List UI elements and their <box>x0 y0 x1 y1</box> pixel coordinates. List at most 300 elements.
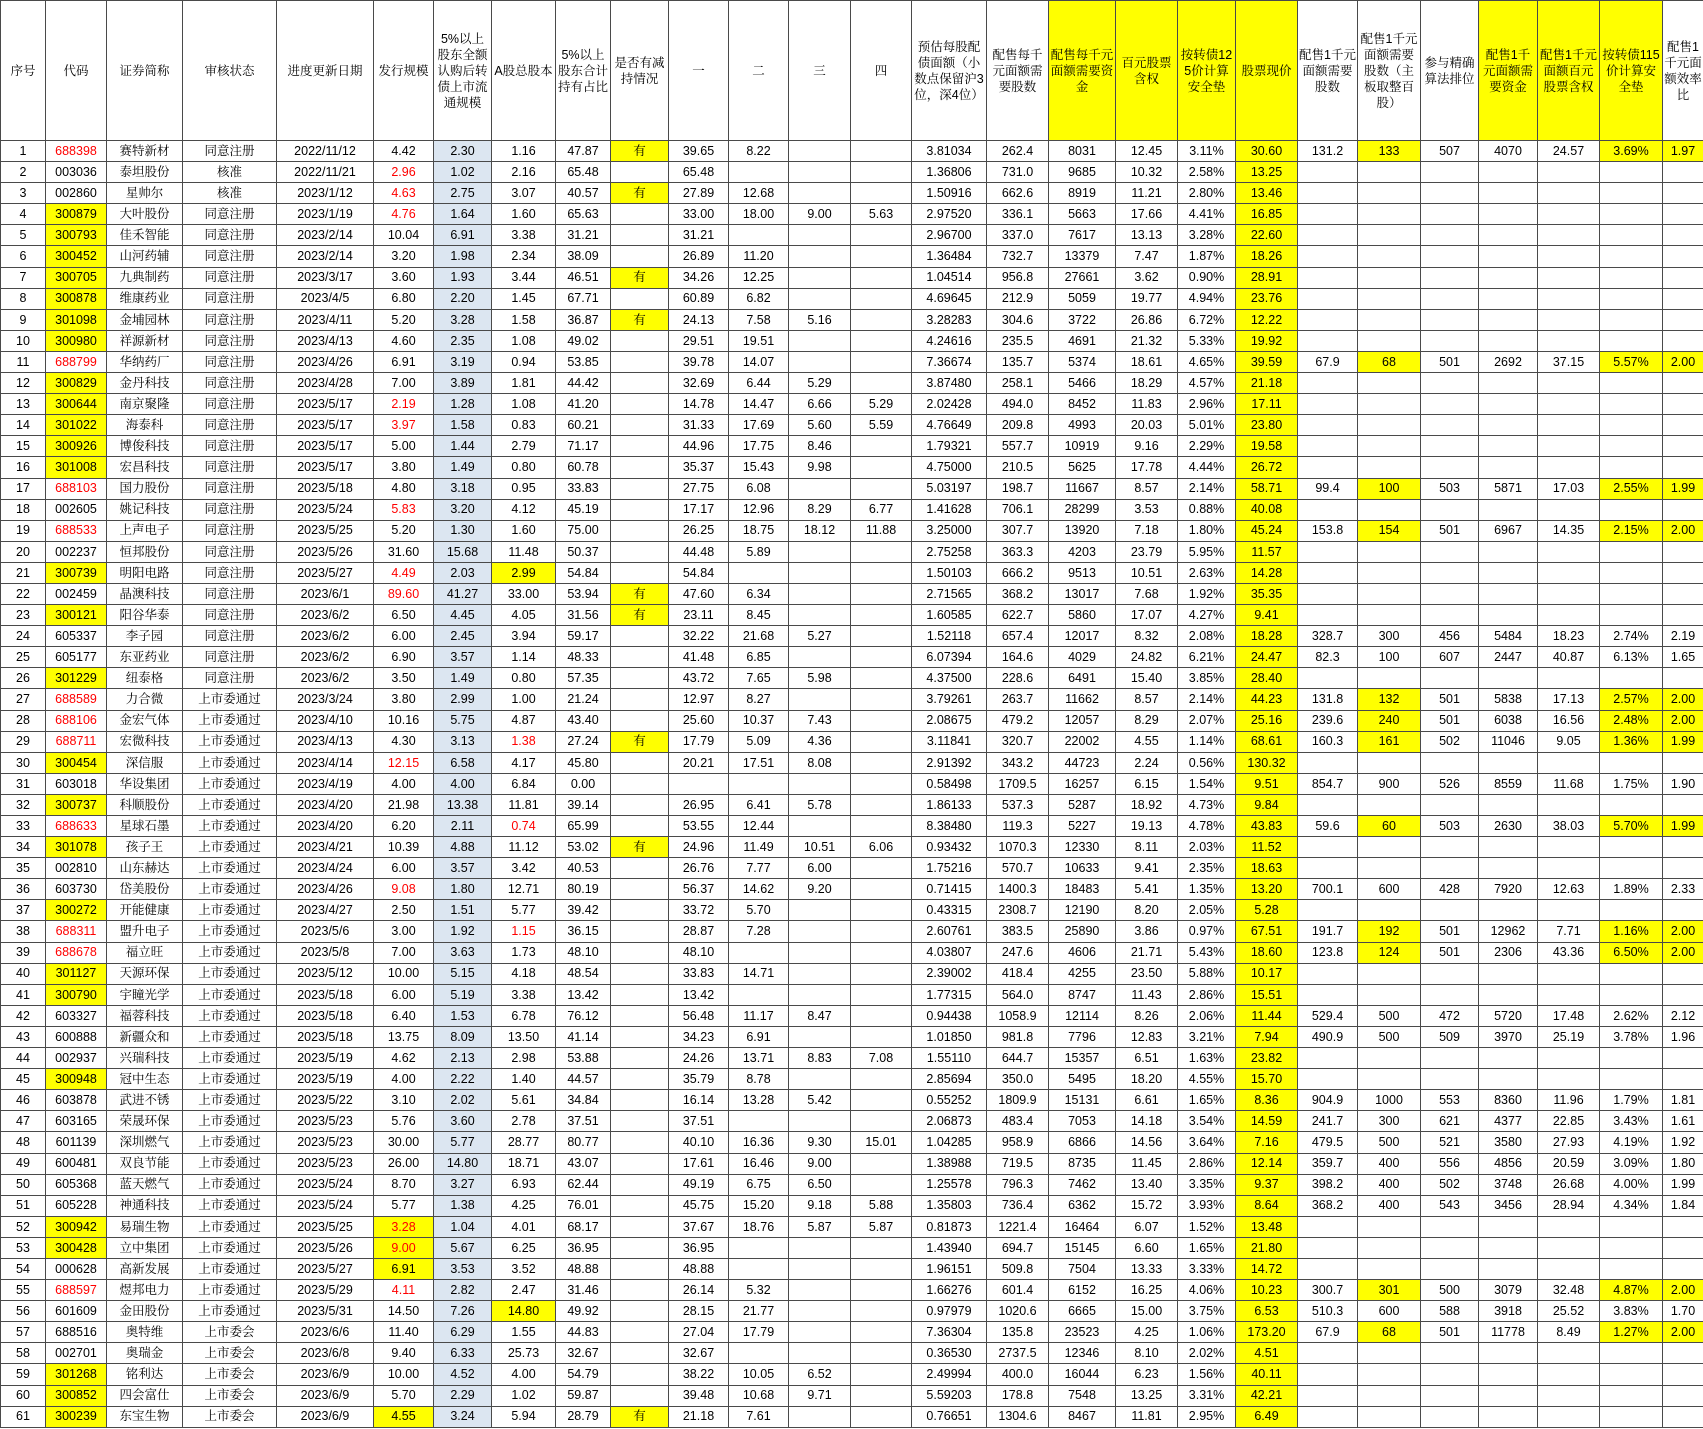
cell-issue_scale[interactable]: 3.60 <box>374 267 434 288</box>
cell-m2[interactable] <box>729 1258 789 1279</box>
cell-m3[interactable]: 8.29 <box>789 499 851 520</box>
stock-name-cell[interactable]: 高新发展 <box>107 1258 183 1279</box>
cell-cash_1k[interactable] <box>1479 436 1538 457</box>
cell-efficiency[interactable] <box>1663 984 1703 1005</box>
cell-status[interactable]: 上市委通过 <box>183 752 277 773</box>
cell-m3[interactable] <box>789 773 851 794</box>
cell-cash_1k[interactable]: 2306 <box>1479 942 1538 963</box>
stock-name-cell[interactable]: 天源环保 <box>107 963 183 984</box>
cell-per100_right[interactable]: 10.32 <box>1116 162 1178 183</box>
cell-total_equity[interactable]: 2.34 <box>492 246 556 267</box>
cell-safety125[interactable]: 2.96% <box>1178 394 1236 415</box>
cell-date[interactable]: 2023/5/18 <box>277 984 374 1005</box>
cell-total_equity[interactable]: 2.16 <box>492 162 556 183</box>
cell-date[interactable]: 2023/5/24 <box>277 1174 374 1195</box>
cell-status[interactable]: 上市委通过 <box>183 1174 277 1195</box>
cell-cash_1k[interactable]: 11046 <box>1479 731 1538 752</box>
cell-shares_per_1k[interactable]: 212.9 <box>987 288 1049 309</box>
cell-rank[interactable] <box>1421 288 1479 309</box>
cell-m3[interactable] <box>789 183 851 204</box>
cell-shares_1k[interactable]: 99.4 <box>1298 478 1358 499</box>
cell-rank[interactable]: 472 <box>1421 1005 1479 1026</box>
cell-status[interactable]: 上市委通过 <box>183 879 277 900</box>
cell-reduction[interactable]: 有 <box>611 309 669 330</box>
cell-m4[interactable]: 7.08 <box>851 1048 912 1069</box>
cell-m2[interactable] <box>729 162 789 183</box>
cell-efficiency[interactable] <box>1663 183 1703 204</box>
cell-cash_per_1k[interactable]: 4606 <box>1049 942 1116 963</box>
cell-float_scale[interactable]: 5.75 <box>434 710 492 731</box>
cell-holder_pct[interactable]: 48.88 <box>556 1258 611 1279</box>
cell-float_scale[interactable]: 1.98 <box>434 246 492 267</box>
cell-holder_pct[interactable]: 36.87 <box>556 309 611 330</box>
cell-cash_1k[interactable] <box>1479 583 1538 604</box>
stock-name-cell[interactable]: 科顺股份 <box>107 794 183 815</box>
cell-m1[interactable]: 34.23 <box>669 1026 729 1047</box>
cell-float_scale[interactable]: 2.45 <box>434 626 492 647</box>
cell-status[interactable]: 同意注册 <box>183 246 277 267</box>
cell-per100_right[interactable]: 12.83 <box>1116 1026 1178 1047</box>
cell-cash_per_1k[interactable]: 9513 <box>1049 562 1116 583</box>
cell-cash_per_1k[interactable]: 23523 <box>1049 1322 1116 1343</box>
cell-date[interactable]: 2023/4/20 <box>277 794 374 815</box>
stock-name-cell[interactable]: 福立旺 <box>107 942 183 963</box>
seq-cell[interactable]: 32 <box>1 794 46 815</box>
seq-cell[interactable]: 6 <box>1 246 46 267</box>
cell-m1[interactable]: 48.88 <box>669 1258 729 1279</box>
cell-shares_1k[interactable] <box>1298 183 1358 204</box>
cell-per100_right_1k[interactable]: 25.52 <box>1538 1301 1600 1322</box>
cell-cash_1k[interactable]: 8360 <box>1479 1090 1538 1111</box>
cell-issue_scale[interactable]: 10.00 <box>374 1364 434 1385</box>
cell-status[interactable]: 同意注册 <box>183 351 277 372</box>
cell-shares_per_1k[interactable]: 956.8 <box>987 267 1049 288</box>
cell-issue_scale[interactable]: 4.55 <box>374 1406 434 1427</box>
cell-efficiency[interactable]: 2.33 <box>1663 879 1703 900</box>
cell-per100_right[interactable]: 13.25 <box>1116 1385 1178 1406</box>
cell-holder_pct[interactable]: 49.92 <box>556 1301 611 1322</box>
cell-efficiency[interactable] <box>1663 1216 1703 1237</box>
col-header-m2[interactable]: 二 <box>729 1 789 141</box>
cell-total_equity[interactable]: 6.93 <box>492 1174 556 1195</box>
col-header-est_face[interactable]: 预估每股配债面额（小数点保留沪3位，深4位） <box>912 1 987 141</box>
seq-cell[interactable]: 52 <box>1 1216 46 1237</box>
stock-name-cell[interactable]: 兴瑞科技 <box>107 1048 183 1069</box>
cell-shares_1k_round[interactable] <box>1358 1406 1421 1427</box>
cell-cash_1k[interactable]: 4856 <box>1479 1153 1538 1174</box>
cell-status[interactable]: 上市委通过 <box>183 710 277 731</box>
cell-issue_scale[interactable]: 6.80 <box>374 288 434 309</box>
cell-reduction[interactable] <box>611 668 669 689</box>
cell-rank[interactable] <box>1421 1343 1479 1364</box>
cell-issue_scale[interactable]: 7.00 <box>374 373 434 394</box>
cell-per100_right_1k[interactable] <box>1538 900 1600 921</box>
seq-cell[interactable]: 22 <box>1 583 46 604</box>
cell-shares_per_1k[interactable]: 694.7 <box>987 1237 1049 1258</box>
cell-issue_scale[interactable]: 3.10 <box>374 1090 434 1111</box>
cell-price[interactable]: 5.28 <box>1236 900 1298 921</box>
stock-code-cell[interactable]: 002701 <box>46 1343 107 1364</box>
seq-cell[interactable]: 23 <box>1 605 46 626</box>
cell-m3[interactable] <box>789 1026 851 1047</box>
cell-total_equity[interactable]: 18.71 <box>492 1153 556 1174</box>
cell-shares_1k[interactable] <box>1298 1406 1358 1427</box>
cell-safety125[interactable]: 1.65% <box>1178 1090 1236 1111</box>
cell-float_scale[interactable]: 1.30 <box>434 520 492 541</box>
cell-safety125[interactable]: 0.90% <box>1178 267 1236 288</box>
cell-per100_right_1k[interactable]: 12.63 <box>1538 879 1600 900</box>
cell-per100_right[interactable]: 23.50 <box>1116 963 1178 984</box>
cell-cash_1k[interactable] <box>1479 1069 1538 1090</box>
cell-per100_right[interactable]: 11.81 <box>1116 1406 1178 1427</box>
cell-m3[interactable] <box>789 1069 851 1090</box>
cell-cash_1k[interactable] <box>1479 900 1538 921</box>
cell-m1[interactable]: 29.51 <box>669 330 729 351</box>
cell-date[interactable]: 2022/11/21 <box>277 162 374 183</box>
cell-holder_pct[interactable]: 50.37 <box>556 541 611 562</box>
cell-float_scale[interactable]: 3.57 <box>434 647 492 668</box>
cell-float_scale[interactable]: 2.82 <box>434 1280 492 1301</box>
cell-m3[interactable]: 5.60 <box>789 415 851 436</box>
stock-code-cell[interactable]: 002860 <box>46 183 107 204</box>
cell-m3[interactable]: 9.30 <box>789 1132 851 1153</box>
cell-m2[interactable]: 10.05 <box>729 1364 789 1385</box>
cell-est_face[interactable]: 2.85694 <box>912 1069 987 1090</box>
seq-cell[interactable]: 48 <box>1 1132 46 1153</box>
cell-issue_scale[interactable]: 10.39 <box>374 837 434 858</box>
cell-issue_scale[interactable]: 4.76 <box>374 204 434 225</box>
cell-m1[interactable]: 27.75 <box>669 478 729 499</box>
cell-issue_scale[interactable]: 3.50 <box>374 668 434 689</box>
cell-m1[interactable]: 39.48 <box>669 1385 729 1406</box>
cell-per100_right[interactable]: 14.56 <box>1116 1132 1178 1153</box>
cell-reduction[interactable] <box>611 921 669 942</box>
cell-shares_per_1k[interactable]: 958.9 <box>987 1132 1049 1153</box>
cell-shares_per_1k[interactable]: 509.8 <box>987 1258 1049 1279</box>
cell-shares_1k[interactable] <box>1298 1385 1358 1406</box>
cell-shares_1k_round[interactable] <box>1358 394 1421 415</box>
cell-est_face[interactable]: 1.36484 <box>912 246 987 267</box>
cell-per100_right[interactable]: 8.57 <box>1116 478 1178 499</box>
cell-m3[interactable]: 9.98 <box>789 457 851 478</box>
cell-rank[interactable] <box>1421 752 1479 773</box>
cell-m4[interactable] <box>851 626 912 647</box>
cell-date[interactable]: 2023/4/28 <box>277 373 374 394</box>
cell-rank[interactable]: 502 <box>1421 1174 1479 1195</box>
cell-cash_per_1k[interactable]: 7053 <box>1049 1111 1116 1132</box>
cell-date[interactable]: 2023/5/24 <box>277 1195 374 1216</box>
cell-m2[interactable]: 17.75 <box>729 436 789 457</box>
cell-per100_right_1k[interactable]: 11.96 <box>1538 1090 1600 1111</box>
cell-safety125[interactable]: 1.14% <box>1178 731 1236 752</box>
cell-per100_right_1k[interactable]: 17.13 <box>1538 689 1600 710</box>
stock-code-cell[interactable]: 003036 <box>46 162 107 183</box>
cell-per100_right_1k[interactable]: 22.85 <box>1538 1111 1600 1132</box>
cell-float_scale[interactable]: 1.49 <box>434 668 492 689</box>
cell-price[interactable]: 130.32 <box>1236 752 1298 773</box>
cell-per100_right_1k[interactable]: 17.03 <box>1538 478 1600 499</box>
cell-status[interactable]: 上市委通过 <box>183 858 277 879</box>
cell-total_equity[interactable]: 4.18 <box>492 963 556 984</box>
cell-total_equity[interactable]: 13.50 <box>492 1026 556 1047</box>
cell-safety115[interactable]: 5.57% <box>1600 351 1663 372</box>
cell-m2[interactable]: 6.34 <box>729 583 789 604</box>
cell-issue_scale[interactable]: 6.00 <box>374 858 434 879</box>
cell-rank[interactable] <box>1421 605 1479 626</box>
cell-holder_pct[interactable]: 45.80 <box>556 752 611 773</box>
cell-shares_per_1k[interactable]: 400.0 <box>987 1364 1049 1385</box>
cell-efficiency[interactable] <box>1663 162 1703 183</box>
cell-shares_1k_round[interactable] <box>1358 1364 1421 1385</box>
cell-reduction[interactable] <box>611 1364 669 1385</box>
cell-date[interactable]: 2023/5/18 <box>277 1005 374 1026</box>
cell-safety115[interactable] <box>1600 373 1663 394</box>
cell-cash_1k[interactable] <box>1479 605 1538 626</box>
cell-m2[interactable]: 6.75 <box>729 1174 789 1195</box>
cell-shares_1k_round[interactable]: 500 <box>1358 1026 1421 1047</box>
cell-m1[interactable]: 21.18 <box>669 1406 729 1427</box>
cell-issue_scale[interactable]: 12.15 <box>374 752 434 773</box>
cell-status[interactable]: 上市委通过 <box>183 1111 277 1132</box>
cell-shares_1k_round[interactable] <box>1358 900 1421 921</box>
cell-shares_1k_round[interactable]: 300 <box>1358 626 1421 647</box>
cell-m2[interactable]: 12.44 <box>729 816 789 837</box>
cell-total_equity[interactable]: 11.81 <box>492 794 556 815</box>
cell-status[interactable]: 上市委通过 <box>183 837 277 858</box>
cell-price[interactable]: 11.57 <box>1236 541 1298 562</box>
cell-shares_1k[interactable]: 479.5 <box>1298 1132 1358 1153</box>
cell-safety125[interactable]: 3.64% <box>1178 1132 1236 1153</box>
cell-per100_right[interactable]: 17.78 <box>1116 457 1178 478</box>
cell-per100_right[interactable]: 26.86 <box>1116 309 1178 330</box>
cell-price[interactable]: 7.16 <box>1236 1132 1298 1153</box>
cell-holder_pct[interactable]: 31.46 <box>556 1280 611 1301</box>
cell-m2[interactable] <box>729 225 789 246</box>
cell-m3[interactable]: 7.43 <box>789 710 851 731</box>
cell-safety115[interactable] <box>1600 415 1663 436</box>
cell-cash_per_1k[interactable]: 6362 <box>1049 1195 1116 1216</box>
stock-name-cell[interactable]: 神通科技 <box>107 1195 183 1216</box>
cell-shares_1k[interactable]: 239.6 <box>1298 710 1358 731</box>
cell-est_face[interactable]: 2.08675 <box>912 710 987 731</box>
cell-m2[interactable] <box>729 1343 789 1364</box>
cell-float_scale[interactable]: 5.77 <box>434 1132 492 1153</box>
cell-status[interactable]: 同意注册 <box>183 583 277 604</box>
stock-name-cell[interactable]: 晶澳科技 <box>107 583 183 604</box>
cell-m3[interactable] <box>789 583 851 604</box>
cell-reduction[interactable]: 有 <box>611 141 669 162</box>
cell-cash_1k[interactable] <box>1479 752 1538 773</box>
cell-safety125[interactable]: 4.65% <box>1178 351 1236 372</box>
cell-m4[interactable]: 5.88 <box>851 1195 912 1216</box>
stock-name-cell[interactable]: 泰坦股份 <box>107 162 183 183</box>
stock-name-cell[interactable]: 国力股份 <box>107 478 183 499</box>
cell-status[interactable]: 上市委通过 <box>183 900 277 921</box>
cell-per100_right_1k[interactable]: 11.68 <box>1538 773 1600 794</box>
cell-price[interactable]: 18.26 <box>1236 246 1298 267</box>
cell-cash_1k[interactable] <box>1479 837 1538 858</box>
cell-status[interactable]: 上市委通过 <box>183 1048 277 1069</box>
cell-shares_1k[interactable]: 904.9 <box>1298 1090 1358 1111</box>
cell-efficiency[interactable] <box>1663 1237 1703 1258</box>
cell-m1[interactable]: 27.89 <box>669 183 729 204</box>
cell-per100_right_1k[interactable] <box>1538 246 1600 267</box>
cell-cash_per_1k[interactable]: 16464 <box>1049 1216 1116 1237</box>
cell-total_equity[interactable]: 11.48 <box>492 541 556 562</box>
cell-shares_1k_round[interactable] <box>1358 1048 1421 1069</box>
cell-m3[interactable] <box>789 330 851 351</box>
cell-total_equity[interactable]: 0.74 <box>492 816 556 837</box>
cell-m4[interactable] <box>851 773 912 794</box>
cell-rank[interactable] <box>1421 225 1479 246</box>
cell-issue_scale[interactable]: 11.40 <box>374 1322 434 1343</box>
cell-m4[interactable]: 6.77 <box>851 499 912 520</box>
cell-cash_per_1k[interactable]: 8467 <box>1049 1406 1116 1427</box>
cell-shares_1k_round[interactable]: 154 <box>1358 520 1421 541</box>
cell-m4[interactable] <box>851 1237 912 1258</box>
cell-rank[interactable] <box>1421 499 1479 520</box>
cell-m1[interactable]: 27.04 <box>669 1322 729 1343</box>
cell-rank[interactable]: 501 <box>1421 351 1479 372</box>
cell-rank[interactable] <box>1421 668 1479 689</box>
cell-reduction[interactable]: 有 <box>611 837 669 858</box>
cell-rank[interactable] <box>1421 415 1479 436</box>
cell-issue_scale[interactable]: 26.00 <box>374 1153 434 1174</box>
cell-m1[interactable]: 37.51 <box>669 1111 729 1132</box>
cell-per100_right[interactable]: 11.45 <box>1116 1153 1178 1174</box>
cell-per100_right_1k[interactable] <box>1538 267 1600 288</box>
cell-m4[interactable] <box>851 942 912 963</box>
cell-total_equity[interactable]: 4.17 <box>492 752 556 773</box>
seq-cell[interactable]: 10 <box>1 330 46 351</box>
cell-price[interactable]: 7.94 <box>1236 1026 1298 1047</box>
cell-date[interactable]: 2023/2/14 <box>277 246 374 267</box>
cell-float_scale[interactable]: 2.29 <box>434 1385 492 1406</box>
cell-m4[interactable] <box>851 1364 912 1385</box>
cell-date[interactable]: 2023/3/24 <box>277 689 374 710</box>
cell-cash_1k[interactable]: 2692 <box>1479 351 1538 372</box>
cell-shares_1k[interactable]: 368.2 <box>1298 1195 1358 1216</box>
cell-float_scale[interactable]: 2.22 <box>434 1069 492 1090</box>
cell-rank[interactable]: 501 <box>1421 942 1479 963</box>
cell-safety125[interactable]: 2.35% <box>1178 858 1236 879</box>
cell-holder_pct[interactable]: 44.42 <box>556 373 611 394</box>
cell-cash_per_1k[interactable]: 7504 <box>1049 1258 1116 1279</box>
cell-shares_per_1k[interactable]: 1709.5 <box>987 773 1049 794</box>
cell-reduction[interactable] <box>611 1195 669 1216</box>
cell-m1[interactable]: 26.95 <box>669 794 729 815</box>
cell-safety125[interactable]: 4.94% <box>1178 288 1236 309</box>
cell-shares_1k[interactable] <box>1298 984 1358 1005</box>
cell-shares_1k[interactable] <box>1298 225 1358 246</box>
cell-cash_per_1k[interactable]: 9685 <box>1049 162 1116 183</box>
cell-est_face[interactable]: 2.96700 <box>912 225 987 246</box>
cell-shares_1k_round[interactable]: 132 <box>1358 689 1421 710</box>
cell-est_face[interactable]: 0.97979 <box>912 1301 987 1322</box>
cell-est_face[interactable]: 3.25000 <box>912 520 987 541</box>
cell-rank[interactable]: 607 <box>1421 647 1479 668</box>
cell-date[interactable]: 2023/6/1 <box>277 583 374 604</box>
cell-m3[interactable]: 8.08 <box>789 752 851 773</box>
cell-date[interactable]: 2023/5/29 <box>277 1280 374 1301</box>
cell-safety115[interactable]: 1.79% <box>1600 1090 1663 1111</box>
stock-code-cell[interactable]: 300737 <box>46 794 107 815</box>
cell-m3[interactable] <box>789 478 851 499</box>
stock-name-cell[interactable]: 东宝生物 <box>107 1406 183 1427</box>
cell-m4[interactable] <box>851 1090 912 1111</box>
cell-safety115[interactable] <box>1600 1069 1663 1090</box>
cell-holder_pct[interactable]: 47.87 <box>556 141 611 162</box>
cell-issue_scale[interactable]: 30.00 <box>374 1132 434 1153</box>
stock-code-cell[interactable]: 300705 <box>46 267 107 288</box>
cell-total_equity[interactable]: 1.60 <box>492 520 556 541</box>
cell-price[interactable]: 40.11 <box>1236 1364 1298 1385</box>
stock-name-cell[interactable]: 维康药业 <box>107 288 183 309</box>
cell-date[interactable]: 2023/5/18 <box>277 1026 374 1047</box>
cell-est_face[interactable]: 4.24616 <box>912 330 987 351</box>
cell-issue_scale[interactable]: 10.16 <box>374 710 434 731</box>
cell-m3[interactable] <box>789 225 851 246</box>
cell-m3[interactable]: 6.66 <box>789 394 851 415</box>
cell-m2[interactable]: 18.00 <box>729 204 789 225</box>
cell-rank[interactable] <box>1421 794 1479 815</box>
cell-rank[interactable]: 501 <box>1421 689 1479 710</box>
cell-shares_1k_round[interactable]: 161 <box>1358 731 1421 752</box>
stock-code-cell[interactable]: 688589 <box>46 689 107 710</box>
cell-total_equity[interactable]: 2.47 <box>492 1280 556 1301</box>
cell-rank[interactable] <box>1421 246 1479 267</box>
cell-total_equity[interactable]: 2.99 <box>492 562 556 583</box>
cell-holder_pct[interactable]: 53.85 <box>556 351 611 372</box>
cell-m2[interactable]: 13.28 <box>729 1090 789 1111</box>
cell-reduction[interactable] <box>611 942 669 963</box>
cell-m1[interactable]: 24.96 <box>669 837 729 858</box>
cell-reduction[interactable]: 有 <box>611 1406 669 1427</box>
cell-est_face[interactable]: 1.86133 <box>912 794 987 815</box>
cell-per100_right_1k[interactable] <box>1538 330 1600 351</box>
cell-total_equity[interactable]: 6.78 <box>492 1005 556 1026</box>
cell-est_face[interactable]: 4.69645 <box>912 288 987 309</box>
cell-per100_right[interactable]: 3.86 <box>1116 921 1178 942</box>
stock-name-cell[interactable]: 星球石墨 <box>107 816 183 837</box>
cell-shares_per_1k[interactable]: 1020.6 <box>987 1301 1049 1322</box>
cell-total_equity[interactable]: 0.94 <box>492 351 556 372</box>
cell-float_scale[interactable]: 1.92 <box>434 921 492 942</box>
cell-efficiency[interactable] <box>1663 668 1703 689</box>
stock-code-cell[interactable]: 301127 <box>46 963 107 984</box>
cell-status[interactable]: 上市委通过 <box>183 963 277 984</box>
stock-code-cell[interactable]: 000628 <box>46 1258 107 1279</box>
cell-m3[interactable]: 10.51 <box>789 837 851 858</box>
cell-m2[interactable]: 11.17 <box>729 1005 789 1026</box>
stock-name-cell[interactable]: 华设集团 <box>107 773 183 794</box>
stock-code-cell[interactable]: 300739 <box>46 562 107 583</box>
cell-m2[interactable]: 7.77 <box>729 858 789 879</box>
cell-efficiency[interactable]: 1.84 <box>1663 1195 1703 1216</box>
cell-m3[interactable] <box>789 816 851 837</box>
cell-m4[interactable] <box>851 900 912 921</box>
cell-rank[interactable]: 553 <box>1421 1090 1479 1111</box>
cell-m2[interactable]: 5.89 <box>729 541 789 562</box>
cell-issue_scale[interactable]: 5.70 <box>374 1385 434 1406</box>
cell-float_scale[interactable]: 5.67 <box>434 1237 492 1258</box>
cell-m4[interactable]: 11.88 <box>851 520 912 541</box>
cell-cash_per_1k[interactable]: 4203 <box>1049 541 1116 562</box>
cell-safety125[interactable]: 3.11% <box>1178 141 1236 162</box>
cell-shares_1k_round[interactable] <box>1358 668 1421 689</box>
cell-per100_right_1k[interactable]: 37.15 <box>1538 351 1600 372</box>
cell-m1[interactable]: 14.78 <box>669 394 729 415</box>
